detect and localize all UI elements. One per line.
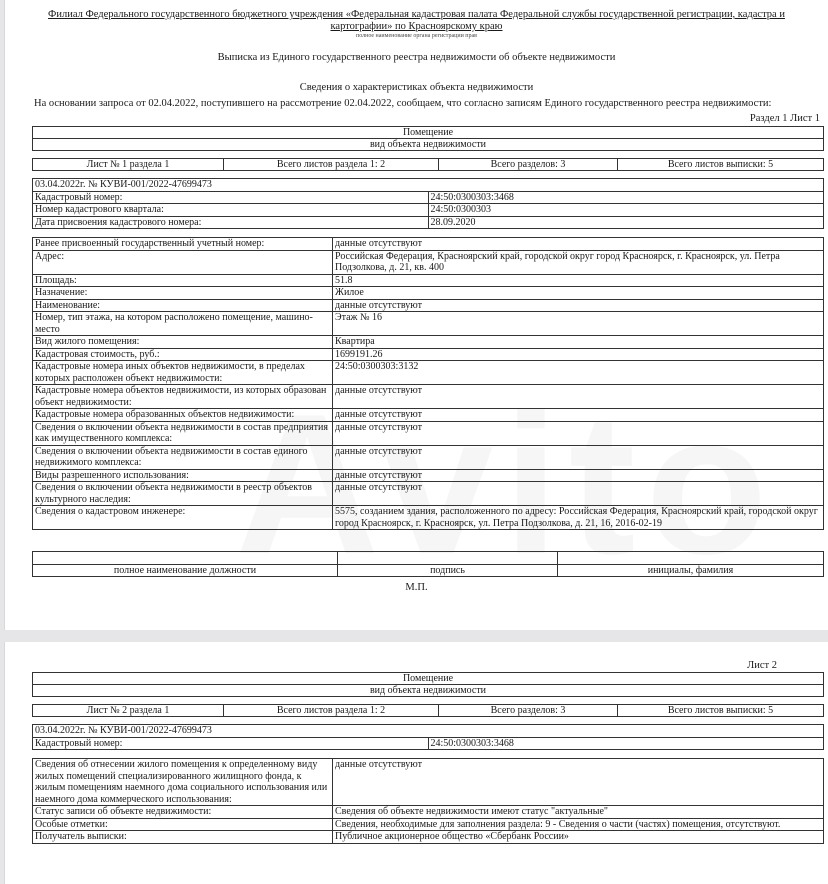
row-label: Виды разрешенного использования: [33,469,333,482]
object-type: Помещение [33,127,824,139]
row-value: Этаж № 16 [333,312,824,336]
row-value: 24:50:0300303:3132 [333,361,824,385]
table-row [33,238,824,251]
row-value: 1699191.26 [333,348,824,361]
table-row [33,806,824,819]
row-value: данные отсутствуют [333,238,824,251]
identification-table [32,724,824,750]
sections-total: Всего разделов: 3 [439,159,618,171]
sheet-number: Лист № 2 раздела 1 [33,705,224,717]
table-row [33,445,824,469]
row-label: Особые отметки: [33,818,333,831]
signature-position-caption: полное наименование должности [33,565,338,577]
row-label: Кадастровые номера иных объектов недвижимости, в пределах которых расположен объект недвижимости: [33,361,333,385]
sheet-info-strip [32,158,824,171]
extract-sheets-total: Всего листов выписки: 5 [618,705,824,717]
section-title: Сведения о характеристиках объекта недвижимости [299,82,534,93]
table-row [33,361,824,385]
row-label: Получатель выписки: [33,831,333,844]
table-row [33,409,824,422]
table-row: Дата присвоения кадастрового номера: 28.09.2020 [33,216,824,229]
row-label: Сведения о включении объекта недвижимости в состав единого недвижимого комплекса: [33,445,333,469]
table-row [33,312,824,336]
row-value: Квартира [333,336,824,349]
row-label: Наименование: [33,299,333,312]
signature-name-caption: инициалы, фамилия [558,565,824,577]
row-label: Вид жилого помещения: [33,336,333,349]
row-value: данные отсутствуют [333,445,824,469]
record-id: 03.04.2022г. № КУВИ-001/2022-47699473 [33,179,824,192]
row-value: 5575, созданием здания, расположенного по адресу: Российская Федерация, Красноярский край, городской округ город Красноярск, г. Красноярск, ул. Петра Подзолкова, д. 21, 16, 2016-02-19 [333,506,824,530]
table-row [33,818,824,831]
organization-name: Филиал Федерального государственного бюджетного учреждения «Федеральная кадастровая палата Федеральной службы государственной регистрации, кадастра и картографии» по Красноярскому краю [48,9,785,32]
row-value: данные отсутствуют [333,299,824,312]
row-value: Сведения, необходимые для заполнения раздела: 9 - Сведения о части (частях) помещения, отсутствуют. [333,818,824,831]
additional-info-table [32,758,824,844]
table-row [33,250,824,274]
row-label: Площадь: [33,274,333,287]
table-row [33,421,824,445]
table-row [33,831,824,844]
row-label: Сведения о включении объекта недвижимости в реестр объектов культурного наследия: [33,482,333,506]
characteristics-table [32,237,824,530]
identification-table [32,178,824,229]
table-row [33,482,824,506]
signature-table [32,551,824,577]
table-row [33,299,824,312]
row-value: Публичное акционерное общество «Сбербанк России» [333,831,824,844]
row-label: Сведения об отнесении жилого помещения к определенному виду жилых помещений специализированного жилищного фонда, к жилым помещениям наемного дома социального использования или наемного дома коммерческого использования: [33,759,333,806]
row-value: данные отсутствуют [333,385,824,409]
row-label: Назначение: [33,287,333,300]
row-value: данные отсутствуют [333,421,824,445]
extract-sheets-total: Всего листов выписки: 5 [618,159,824,171]
sheet-number: Лист № 1 раздела 1 [33,159,224,171]
row-label: Номер, тип этажа, на котором расположено помещение, машино-место [33,312,333,336]
row-label: Статус записи об объекте недвижимости: [33,806,333,819]
row-value: Российская Федерация, Красноярский край, городской округ город Красноярск, г. Красноярск, ул. Петра Подзолкова, д. 21, кв. 400 [333,250,824,274]
row-label: Сведения о включении объекта недвижимости в состав предприятия как имущественного комплекса: [33,421,333,445]
table-row [33,274,824,287]
stamp-placeholder: М.П. [405,582,428,593]
document-page-1 [4,0,828,630]
section-sheets-total: Всего листов раздела 1: 2 [224,705,439,717]
row-label: Кадастровые номера объектов недвижимости, из которых образован объект недвижимости: [33,385,333,409]
row-label: Сведения о кадастровом инженере: [33,506,333,530]
signature-caption: подпись [338,565,558,577]
document-page-2 [4,642,828,884]
table-row [33,336,824,349]
table-row [33,759,824,806]
sections-total: Всего разделов: 3 [439,705,618,717]
object-type-caption: вид объекта недвижимости [33,139,824,151]
object-type: Помещение [33,673,824,685]
object-type-table [32,672,824,697]
sheet-reference: Раздел 1 Лист 1 [749,113,820,124]
request-text: На основании запроса от 02.04.2022, поступившего на рассмотрение 02.04.2022, сообщаем, что согласно записям Единого государственного реестра недвижимости: [34,98,772,109]
sheet-info-strip [32,704,824,717]
document-title: Выписка из Единого государственного реестра недвижимости об объекте недвижимости [217,52,616,63]
table-row: Кадастровый номер: 24:50:0300303:3468 [33,737,824,750]
object-type-table [32,126,824,151]
row-label: Кадастровая стоимость, руб.: [33,348,333,361]
row-value: Сведения об объекте недвижимости имеют статус "актуальные" [333,806,824,819]
table-row: Номер кадастрового квартала: 24:50:0300303 [33,204,824,217]
row-value: данные отсутствуют [333,409,824,422]
row-value: данные отсутствуют [333,759,824,806]
section-sheets-total: Всего листов раздела 1: 2 [224,159,439,171]
row-label: Ранее присвоенный государственный учетный номер: [33,238,333,251]
object-type-caption: вид объекта недвижимости [33,685,824,697]
row-value: данные отсутствуют [333,482,824,506]
organization-note: полное наименование органа регистрации прав [355,33,478,39]
record-id: 03.04.2022г. № КУВИ-001/2022-47699473 [33,725,824,738]
table-row [33,287,824,300]
sheet-reference: Лист 2 [747,660,777,671]
row-value: Жилое [333,287,824,300]
table-row [33,385,824,409]
row-value: 51.8 [333,274,824,287]
row-label: Кадастровые номера образованных объектов недвижимости: [33,409,333,422]
table-row [33,506,824,530]
table-row [33,469,824,482]
row-label: Адрес: [33,250,333,274]
table-row: Кадастровый номер: 24:50:0300303:3468 [33,191,824,204]
row-value: данные отсутствуют [333,469,824,482]
table-row [33,348,824,361]
